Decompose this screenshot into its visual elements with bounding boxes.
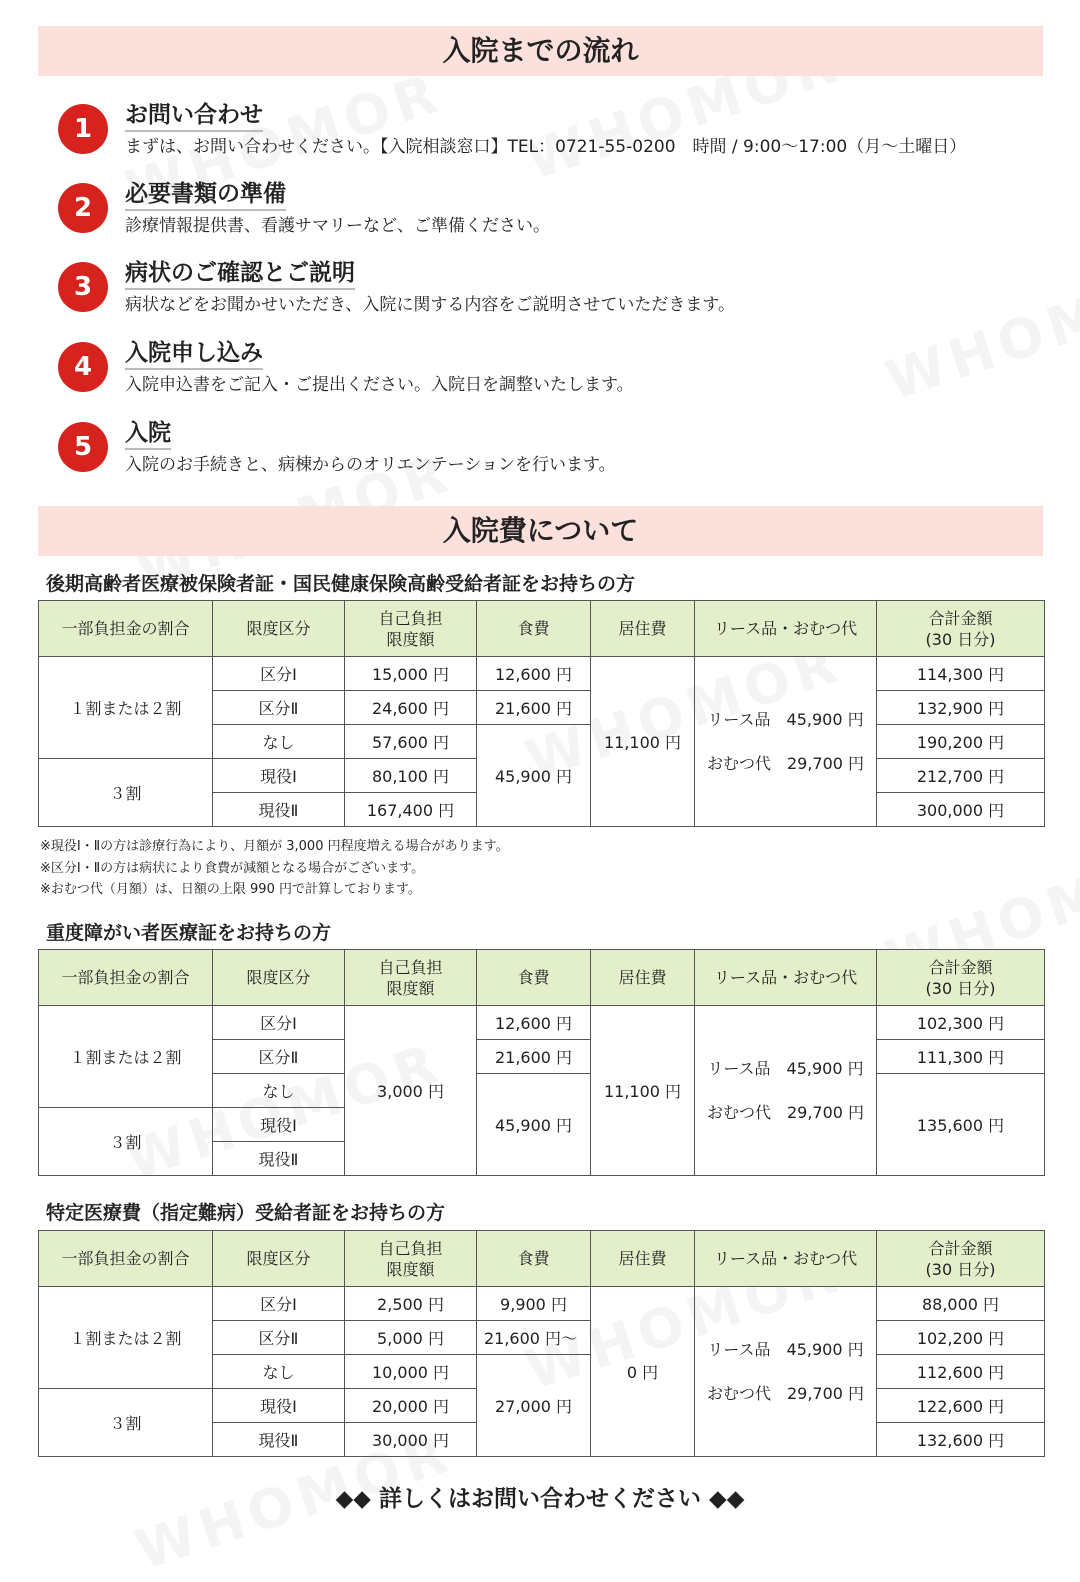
table1-title: 後期高齢者医療被保険者証・国民健康保険高齢受給者証をお持ちの方 [46,573,636,595]
table-header-row [39,1231,1045,1287]
category-cell: なし [213,1355,345,1389]
header-food: 食費 [477,1231,591,1287]
ratio-cell: １割または２割 [39,1287,213,1389]
step-title: 入院 [125,414,171,450]
food-cell: 21,600 円 [477,1040,591,1074]
step-title: 入院申し込み [125,334,263,370]
category-cell: 現役Ⅱ [213,793,345,827]
limit-cell: 5,000 円 [345,1321,477,1355]
limit-cell: 10,000 円 [345,1355,477,1389]
ratio-cell: １割または２割 [39,1006,213,1108]
fee-notes [40,836,509,901]
note-line: ※おむつ代（月額）は、日額の上限 990 円で計算しております。 [40,882,421,897]
total-cell: 114,300 円 [877,657,1045,691]
flow-step-4 [58,340,1058,410]
table-row [39,657,1045,691]
step-title: お問い合わせ [125,96,263,132]
fees-heading: 入院費について [38,506,1043,556]
limit-cell: 20,000 円 [345,1389,477,1423]
total-cell: 135,600 円 [877,1074,1045,1176]
flow-step-2 [58,181,1058,251]
lease-cell: リース品 45,900 円 おむつ代 29,700 円 [695,657,877,827]
lease-cell: リース品 45,900 円 おむつ代 29,700 円 [695,1287,877,1457]
total-cell: 212,700 円 [877,759,1045,793]
step-title: 病状のご確認とご説明 [125,254,355,290]
header-total: 合計金額 (30 日分) [877,601,1045,657]
limit-cell: 57,600 円 [345,725,477,759]
category-cell: 区分Ⅰ [213,1287,345,1321]
header-ratio: 一部負担金の割合 [39,1231,213,1287]
step-description: まずは、お問い合わせください。【入院相談窓口】TEL：0721-55-0200 時間 / 9:00〜17:00（月〜土曜日） [125,137,967,157]
step-description: 診療情報提供書、看護サマリーなど、ご準備ください。 [125,216,550,236]
step-number-badge: 3 [58,262,108,312]
category-cell: なし [213,1074,345,1108]
step-number-badge: 5 [58,422,108,472]
ratio-cell: ３割 [39,1389,213,1457]
limit-cell: 167,400 円 [345,793,477,827]
table-header-row [39,950,1045,1006]
food-cell: 9,900 円 [477,1287,591,1321]
step-description: 入院申込書をご記入・ご提出ください。入院日を調整いたします。 [125,375,634,395]
food-cell: 21,600 円〜 [477,1321,591,1355]
header-total: 合計金額 (30 日分) [877,950,1045,1006]
category-cell: 区分Ⅱ [213,1321,345,1355]
lease-cell: リース品 45,900 円 おむつ代 29,700 円 [695,1006,877,1176]
category-cell: 現役Ⅱ [213,1423,345,1457]
step-title: 必要書類の準備 [125,175,286,211]
food-cell: 27,000 円 [477,1355,591,1457]
step-description: 入院のお手続きと、病棟からのオリエンテーションを行います。 [125,455,616,475]
flow-heading: 入院までの流れ [38,26,1043,76]
food-cell: 12,600 円 [477,1006,591,1040]
table-row [39,1287,1045,1321]
total-cell: 122,600 円 [877,1389,1045,1423]
total-cell: 132,900 円 [877,691,1045,725]
category-cell: 現役Ⅱ [213,1142,345,1176]
table2-title: 重度障がい者医療証をお持ちの方 [46,922,332,944]
header-residence: 居住費 [591,1231,695,1287]
header-limit: 自己負担 限度額 [345,601,477,657]
fee-table-intractable-disease [38,1230,1045,1457]
residence-cell: 11,100 円 [591,657,695,827]
step-number-badge: 2 [58,183,108,233]
residence-cell: 11,100 円 [591,1006,695,1176]
step-description: 病状などをお聞かせいただき、入院に関する内容をご説明させていただきます。 [125,295,735,315]
flow-step-3 [58,260,1058,330]
header-limit: 自己負担 限度額 [345,950,477,1006]
flow-step-5 [58,420,1058,490]
table-header-row [39,601,1045,657]
header-limit: 自己負担 限度額 [345,1231,477,1287]
category-cell: なし [213,725,345,759]
limit-cell: 2,500 円 [345,1287,477,1321]
step-number-badge: 1 [58,104,108,154]
note-line: ※現役Ⅰ・Ⅱの方は診療行為により、月額が 3,000 円程度増える場合があります。 [40,839,509,854]
total-cell: 111,300 円 [877,1040,1045,1074]
flow-step-1 [58,102,1058,172]
category-cell: 区分Ⅰ [213,1006,345,1040]
header-residence: 居住費 [591,950,695,1006]
step-number-badge: 4 [58,342,108,392]
limit-cell: 24,600 円 [345,691,477,725]
food-cell: 45,900 円 [477,725,591,827]
limit-cell: 30,000 円 [345,1423,477,1457]
total-cell: 132,600 円 [877,1423,1045,1457]
category-cell: 区分Ⅱ [213,691,345,725]
food-cell: 45,900 円 [477,1074,591,1176]
table-row [39,1006,1045,1040]
total-cell: 112,600 円 [877,1355,1045,1389]
residence-cell: 0 円 [591,1287,695,1457]
header-lease: リース品・おむつ代 [695,1231,877,1287]
fee-table-elderly [38,600,1045,827]
header-total: 合計金額 (30 日分) [877,1231,1045,1287]
contact-footer: ◆◆ 詳しくはお問い合わせください ◆◆ [335,1486,745,1512]
category-cell: 現役Ⅰ [213,759,345,793]
header-ratio: 一部負担金の割合 [39,601,213,657]
food-cell: 21,600 円 [477,691,591,725]
header-category: 限度区分 [213,1231,345,1287]
header-category: 限度区分 [213,601,345,657]
limit-cell: 80,100 円 [345,759,477,793]
header-ratio: 一部負担金の割合 [39,950,213,1006]
header-category: 限度区分 [213,950,345,1006]
category-cell: 現役Ⅰ [213,1389,345,1423]
total-cell: 102,200 円 [877,1321,1045,1355]
category-cell: 現役Ⅰ [213,1108,345,1142]
ratio-cell: １割または２割 [39,657,213,759]
header-food: 食費 [477,601,591,657]
category-cell: 区分Ⅱ [213,1040,345,1074]
fee-table-disability [38,949,1045,1176]
limit-cell: 15,000 円 [345,657,477,691]
limit-cell: 3,000 円 [345,1006,477,1176]
food-cell: 12,600 円 [477,657,591,691]
total-cell: 102,300 円 [877,1006,1045,1040]
category-cell: 区分Ⅰ [213,657,345,691]
total-cell: 300,000 円 [877,793,1045,827]
header-lease: リース品・おむつ代 [695,601,877,657]
total-cell: 88,000 円 [877,1287,1045,1321]
note-line: ※区分Ⅰ・Ⅱの方は病状により食費が減額となる場合がございます。 [40,860,425,876]
ratio-cell: ３割 [39,759,213,827]
ratio-cell: ３割 [39,1108,213,1176]
table3-title: 特定医療費（指定難病）受給者証をお持ちの方 [46,1202,446,1224]
header-residence: 居住費 [591,601,695,657]
total-cell: 190,200 円 [877,725,1045,759]
header-lease: リース品・おむつ代 [695,950,877,1006]
header-food: 食費 [477,950,591,1006]
